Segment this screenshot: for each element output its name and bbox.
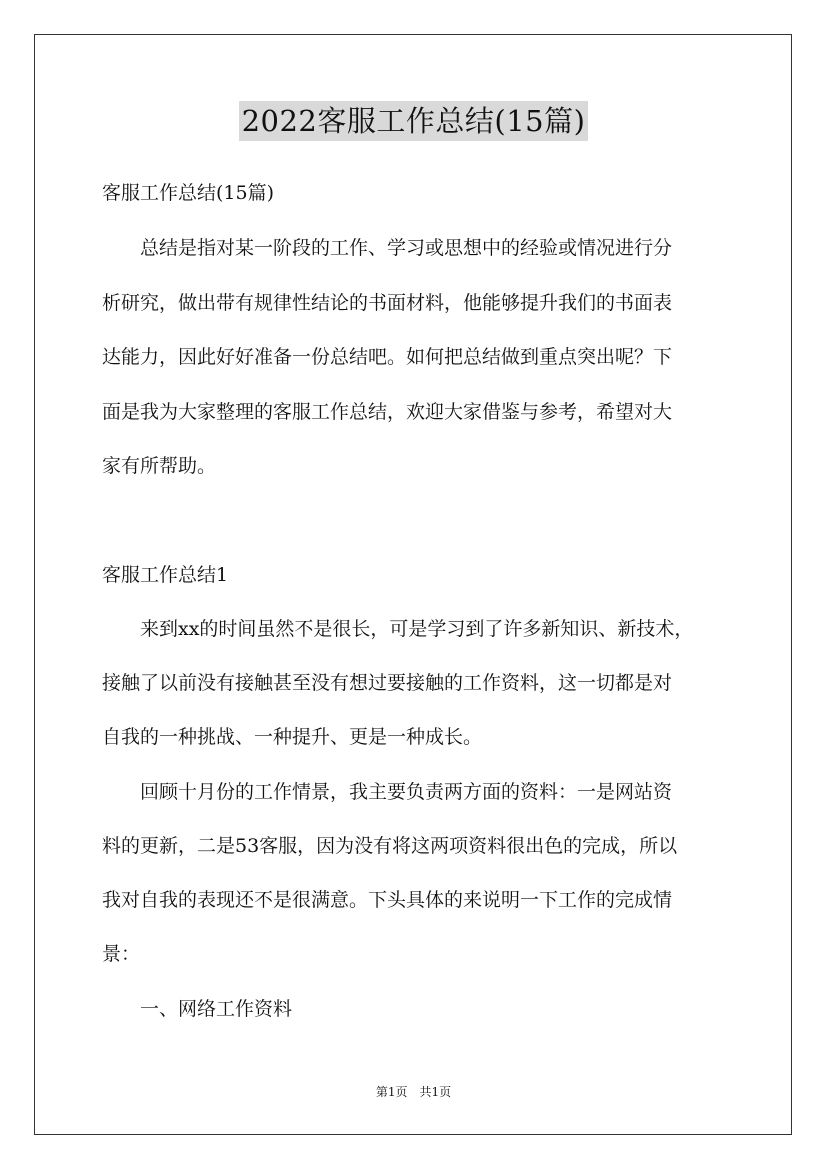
subtitle: 客服工作总结(15篇) bbox=[102, 182, 275, 204]
paragraph-line: 来到xx的时间虽然不是很长，可是学习到了许多新知识、新技术， bbox=[102, 618, 694, 640]
paragraph-line: 自我的一种挑战、一种提升、更是一种成长。 bbox=[102, 726, 483, 748]
intro-line: 家有所帮助。 bbox=[102, 455, 217, 477]
title-container bbox=[0, 101, 827, 141]
intro-line: 析研究，做出带有规律性结论的书面材料，他能够提升我们的书面表 bbox=[102, 292, 673, 314]
section-heading: 客服工作总结1 bbox=[102, 564, 229, 586]
paragraph-line: 我对自我的表现还不是很满意。下头具体的来说明一下工作的完成情 bbox=[102, 889, 673, 911]
intro-line: 面是我为大家整理的客服工作总结，欢迎大家借鉴与参考，希望对大 bbox=[102, 401, 673, 423]
paragraph-line: 回顾十月份的工作情景，我主要负责两方面的资料：一是网站资 bbox=[102, 781, 673, 803]
document-title: 2022客服工作总结(15篇) bbox=[239, 101, 589, 141]
page-footer: 第1页 共1页 bbox=[375, 1085, 452, 1099]
intro-line: 达能力，因此好好准备一份总结吧。如何把总结做到重点突出呢？下 bbox=[102, 346, 673, 368]
paragraph-line: 景： bbox=[102, 943, 141, 965]
paragraph-line: 接触了以前没有接触甚至没有想过要接触的工作资料，这一切都是对 bbox=[102, 672, 673, 694]
paragraph-line: 料的更新，二是53客服，因为没有将这两项资料很出色的完成，所以 bbox=[102, 835, 678, 857]
list-item: 一、网络工作资料 bbox=[102, 998, 293, 1020]
intro-line: 总结是指对某一阶段的工作、学习或思想中的经验或情况进行分 bbox=[102, 237, 673, 259]
